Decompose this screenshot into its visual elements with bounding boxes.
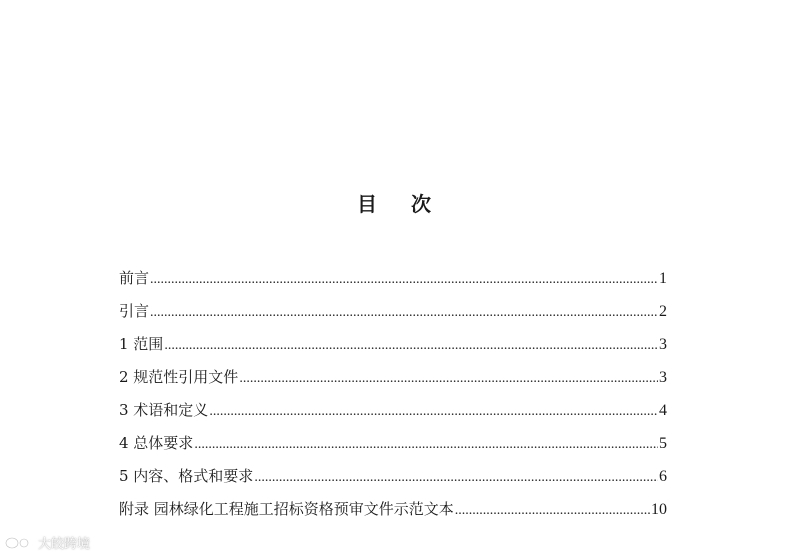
toc-entry-appendix[interactable]	[119, 499, 667, 532]
watermark	[4, 533, 90, 552]
toc-leader-dots	[239, 369, 658, 389]
toc-entry-label: 1 范围	[119, 335, 164, 353]
toc-page-number: 3	[659, 336, 667, 353]
toc-leader-dots	[455, 501, 650, 521]
toc-leader-dots	[254, 468, 658, 488]
toc-list	[119, 268, 667, 532]
toc-page-number: 2	[659, 303, 667, 320]
toc-page-number: 1	[659, 270, 667, 287]
toc-entry-label: 前言	[119, 269, 150, 287]
toc-entry-label: 4 总体要求	[119, 434, 194, 452]
toc-entry-preface[interactable]	[119, 268, 667, 301]
watermark-text: 大皎跨境	[38, 537, 91, 552]
toc-entry-general-requirements[interactable]	[119, 433, 667, 466]
toc-title	[0, 188, 788, 217]
toc-leader-dots	[194, 435, 658, 455]
chat-bubble-logo-icon	[4, 535, 34, 551]
toc-leader-dots	[150, 270, 658, 290]
toc-entry-content-format[interactable]	[119, 466, 667, 499]
toc-page-number: 3	[659, 369, 667, 386]
toc-entry-scope[interactable]	[119, 334, 667, 367]
toc-entry-label: 3 术语和定义	[119, 401, 209, 419]
toc-page-number: 6	[659, 468, 667, 485]
toc-entry-normative-references[interactable]	[119, 367, 667, 400]
toc-page-number: 4	[659, 402, 667, 419]
toc-entry-label: 附录 园林绿化工程施工招标资格预审文件示范文本	[119, 500, 454, 518]
toc-page-number: 10	[651, 501, 667, 518]
toc-leader-dots	[164, 336, 658, 356]
toc-page-number: 5	[659, 435, 667, 452]
toc-entry-label: 2 规范性引用文件	[119, 368, 239, 386]
toc-leader-dots	[150, 303, 658, 323]
toc-leader-dots	[209, 402, 658, 422]
toc-entry-label: 引言	[119, 302, 150, 320]
toc-entry-introduction[interactable]	[119, 301, 667, 334]
toc-title-char-2: 次	[411, 192, 431, 216]
toc-entry-terms-definitions[interactable]	[119, 400, 667, 433]
toc-entry-label: 5 内容、格式和要求	[119, 467, 254, 485]
toc-title-char-1: 目	[357, 192, 377, 216]
